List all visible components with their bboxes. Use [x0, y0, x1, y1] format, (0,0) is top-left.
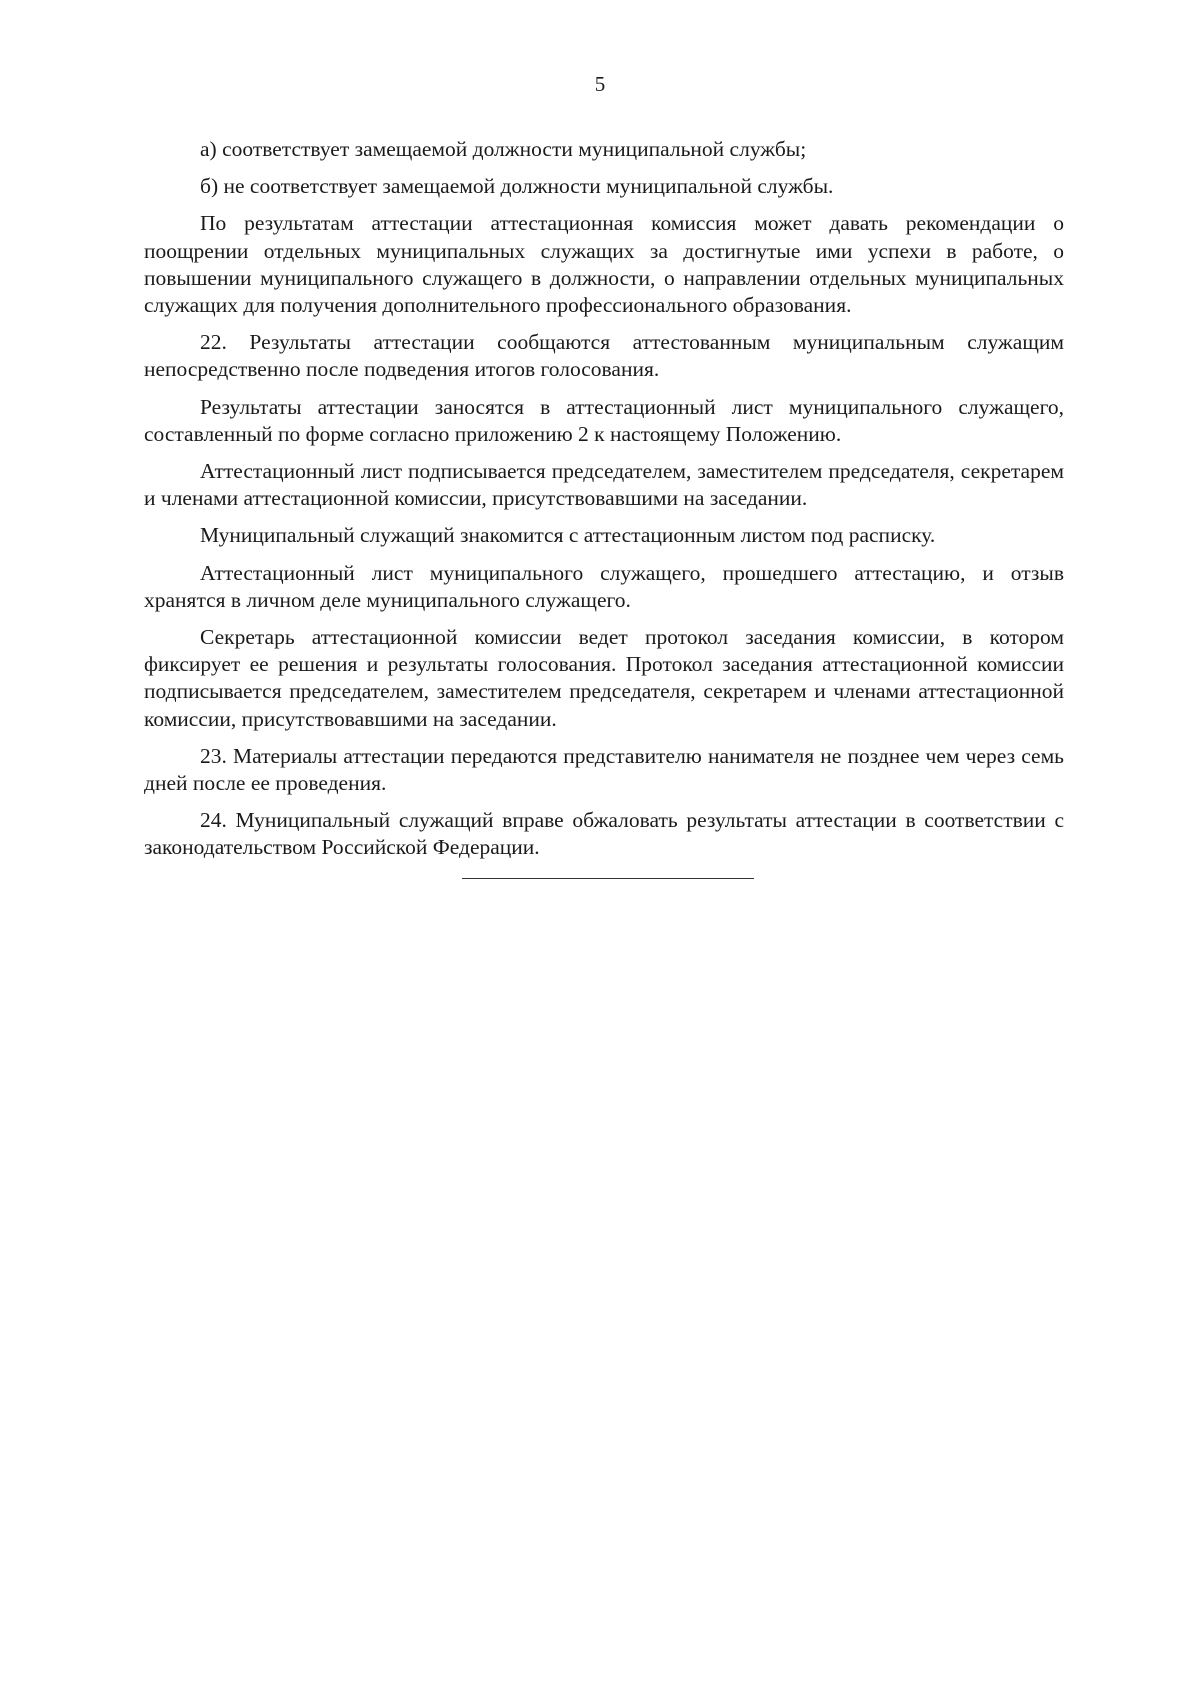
document-body: [144, 136, 1064, 879]
paragraph-clause-24: 24. Муниципальный служащий вправе обжаловать результаты аттестации в соответствии с законодательством Российской Федерации.: [144, 808, 1064, 860]
paragraph-sheet-signed: Аттестационный лист подписывается председателем, заместителем председателя, секретарем и членами аттестационной комиссии, присутствовавшими на заседании.: [144, 459, 1064, 511]
paragraph-item-a: а) соответствует замещаемой должности муниципальной службы;: [200, 137, 807, 161]
end-of-document-line: [462, 878, 754, 879]
paragraph-clause-22: 22. Результаты аттестации сообщаются аттестованным муниципальным служащим непосредственно после подведения итогов голосования.: [144, 330, 1064, 382]
page-number: 5: [594, 72, 606, 96]
paragraph-clause-23: 23. Материалы аттестации передаются представителю нанимателя не позднее чем через семь дней после ее проведения.: [144, 743, 1064, 796]
paragraph-results-recorded: Результаты аттестации заносятся в аттестационный лист муниципального служащего, составленный по форме согласно приложению 2 к настоящему Положению.: [144, 394, 1064, 446]
paragraph-sheet-stored: Аттестационный лист муниципального служащего, прошедшего аттестацию, и отзыв хранятся в личном деле муниципального служащего.: [144, 560, 1064, 612]
paragraph-item-b: б) не соответствует замещаемой должности муниципальной службы.: [200, 174, 834, 199]
paragraph-recommendations: По результатам аттестации аттестационная комиссия может давать рекомендации о поощрении отдельных муниципальных служащих за достигнутые ими успехи в работе, о повышении муниципального служащего в должности, о направлении отдельных муниципальных служащих для получения дополнительного профессионального образования.: [144, 211, 1064, 318]
paragraph-acquaintance: Муниципальный служащий знакомится с аттестационным листом под расписку.: [200, 523, 936, 548]
paragraph-protocol: Секретарь аттестационной комиссии ведет протокол заседания комиссии, в котором фиксирует ее решения и результаты голосования. Протокол заседания аттестационной комиссии подписывается председателем, заместителем председателя, секретарем и членами аттестационной комиссии, присутствовавшими на заседании.: [144, 625, 1064, 731]
